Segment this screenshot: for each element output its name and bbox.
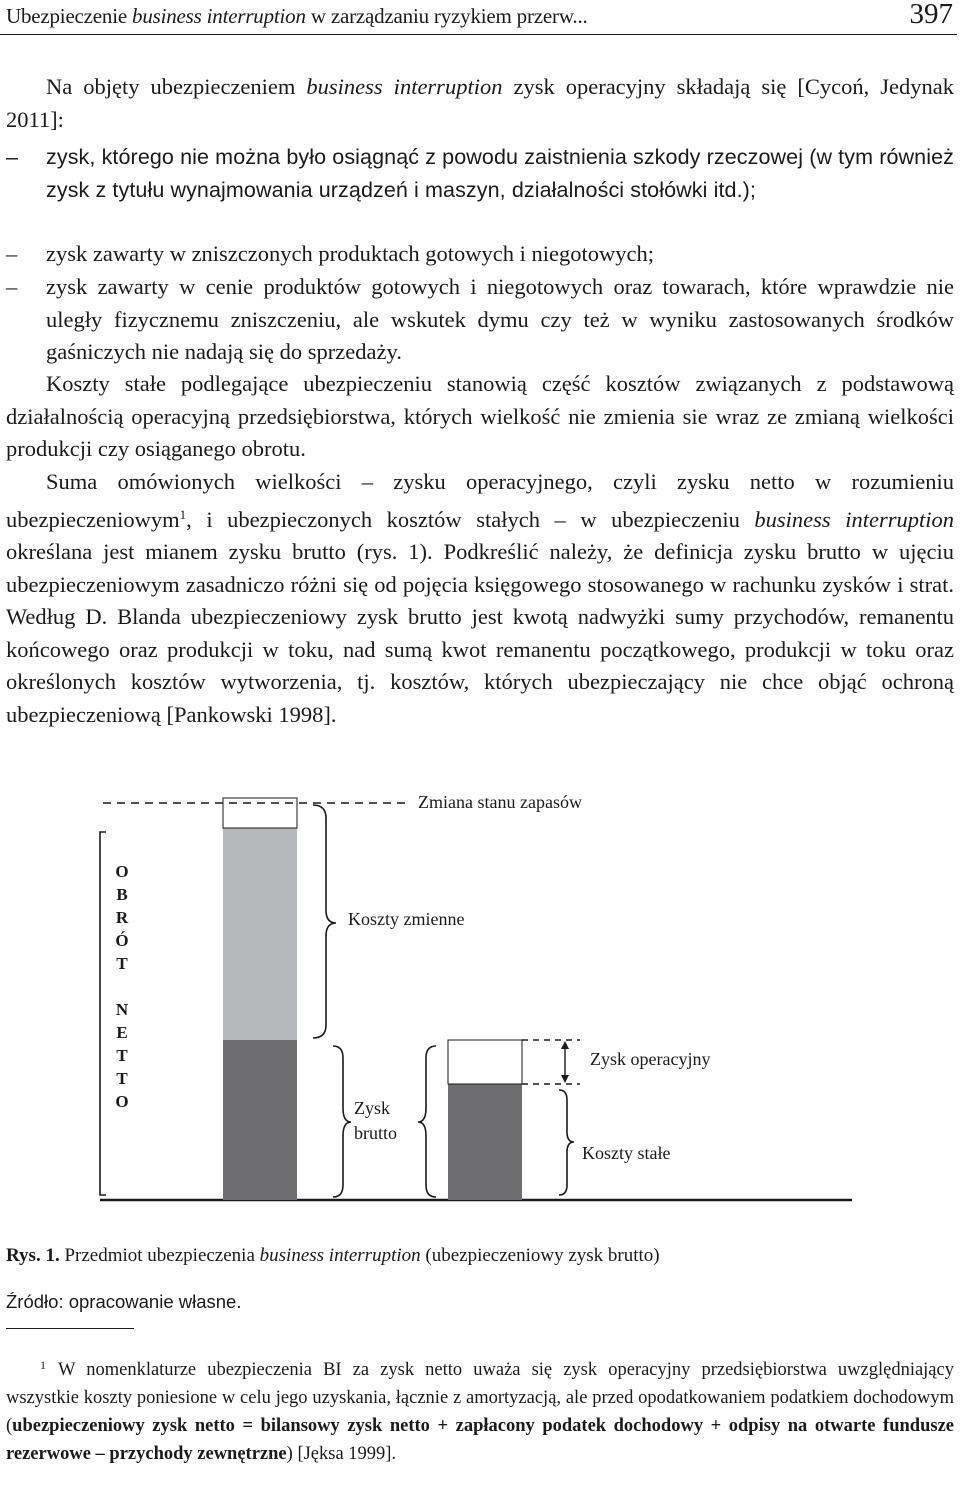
list-item [6,238,954,271]
intro-text-end: zysk operacyjny składają się [Cycoń, Jedynak 2011]: [6,74,955,132]
paragraph-text: określana jest mianem zysku brutto (rys. 1). Podkreślić należy, że definicja zysku brutto w ujęciu ubezpieczeniowym zasadniczo różni się od pojęcia księgowego stosowanego w rachunku zysków i strat. Według D. Blanda ubezpieczeniowy zysk brutto jest kwotą nadwyżki sumy przychodów, remanentu końcowego oraz produkcji w toku, nad sumą kwot remanentu początkowego, produkcji w toku oraz określonych kosztów wytworzenia, tj. kosztów, których ubezpieczający nie chce objąć ochroną ubezpieczeniową [Pankowski 1998]. [6,539,954,727]
left-bar-variable-costs [223,828,297,1040]
intro-italic: business interruption [306,74,503,99]
label-gross-profit [354,1096,397,1146]
label-inventory-change: Zmiana stanu zapasów [418,792,582,812]
running-title [6,4,588,29]
label-gross-line1: Zysk [354,1098,390,1118]
paragraph-text: , i ubezpieczonych kosztów stałych – w ubezpieczeniu [186,506,755,532]
running-title-text-end: w zarządzaniu ryzykiem przerw... [305,4,588,28]
footnote-text: W nomenklaturze ubezpieczenia BI za zysk netto uważa się zysk operacyjny przedsiębiorstwa uwzględniający wszystkie koszty poniesione w celu jego uzyskania, łącznie z amortyzacją, ale przed opodatkowaniem podatkiem dochodowym ( [6,1360,954,1436]
vertical-letter: O [115,862,129,881]
gross-profit-paragraph [6,466,954,731]
label-net-turnover-vertical [112,860,132,1113]
list-item-text: zysk, którego nie można było osiągnąć z powodu zaistnienia szkody rzeczowej (w tym również zysk z tytułu wynajmowania urządzeń i maszyn, działalności stołówki itd.); [46,145,954,202]
caption-text: Przedmiot ubezpieczenia [59,1245,260,1266]
list-dash: – [6,145,19,169]
caption-italic: business interruption [259,1245,421,1266]
vertical-letter: Ó [115,931,129,950]
caption-text-end: (ubezpieczeniowy zysk brutto) [420,1245,660,1266]
vertical-letter-gap [112,975,132,998]
footnote-text-end: ) [Jęksa 1999]. [286,1444,397,1464]
footnote-reference[interactable]: 1 [179,506,187,522]
caption-label: Rys. 1. [6,1245,60,1266]
fixed-costs-paragraph: Koszty stałe podlegające ubezpieczeniu stanowią część kosztów związanych z podstawową działalnością operacyjną przedsiębiorstwa, których wielkość nie zmienia sie wraz ze zmianą wielkości produkcji czy osiąganego obrotu. [6,371,954,461]
vertical-letter: T [116,1069,128,1088]
running-title-italic: business interruption [132,4,306,28]
paragraph-text: Suma omówionych wielkości – zysku operacyjnego, czyli zysku netto w rozumieniu ubezpieczeniowym [6,469,954,532]
footnote-rule [6,1328,134,1329]
figure-drawing [0,770,960,1240]
obrot-bracket [100,832,106,1195]
page-number: 397 [909,0,953,30]
gross-profit-brace-left [333,1046,351,1197]
figure-source: Źródło: opracowanie własne. [6,1291,242,1312]
right-bar-operating-profit [448,1040,522,1084]
vertical-letter: T [116,954,128,973]
label-gross-line2: brutto [354,1123,397,1143]
fixed-costs-brace [559,1090,574,1195]
footnote-number: 1 [40,1358,46,1372]
gross-profit-brace-right [418,1046,436,1197]
vertical-letter: B [116,885,128,904]
operating-arrow-down [561,1075,569,1083]
variable-costs-brace [313,805,336,1038]
vertical-letter: R [115,908,129,927]
list-item [6,141,954,206]
vertical-letter: O [115,1092,129,1111]
list-item [6,271,954,369]
label-fixed-costs: Koszty stałe [582,1143,671,1163]
figure-gross-profit [0,770,960,1240]
list-item-text: zysk zawarty w zniszczonych produktach gotowych i niegotowych; [46,241,654,266]
list-dash: – [6,274,18,299]
vertical-letter: T [116,1046,128,1065]
paragraph-italic: business interruption [754,506,954,532]
label-variable-costs: Koszty zmienne [348,909,465,929]
operating-arrow-up [561,1041,569,1049]
right-bar-fixed-costs [448,1084,522,1200]
label-operating-profit: Zysk operacyjny [590,1049,711,1069]
vertical-letter: E [116,1023,128,1042]
left-bar-fixed-costs [223,1040,297,1200]
vertical-letter: N [115,1000,129,1019]
intro-text: Na objęty ubezpieczeniem [46,74,307,99]
running-title-text: Ubezpieczenie [6,4,133,28]
list-item-text: zysk zawarty w cenie produktów gotowych i niegotowych oraz towarach, które wprawdzie nie uległy fizycznemu zniszczeniu, ale wskutek dymu czy też w wyniku zastosowanych środków gaśniczych nie nadają się do sprzedaży. [46,274,954,364]
intro-paragraph [6,71,954,136]
figure-caption [6,1245,660,1267]
footnote [6,1351,954,1468]
running-header [0,0,957,35]
list-dash: – [6,241,18,266]
footnote-formula: ubezpieczeniowy zysk netto = bilansowy zysk netto + zapłacony podatek dochodowy + odpisy na otwarte fundusze rezerwowe – przychody zewnętrzne [6,1416,954,1464]
